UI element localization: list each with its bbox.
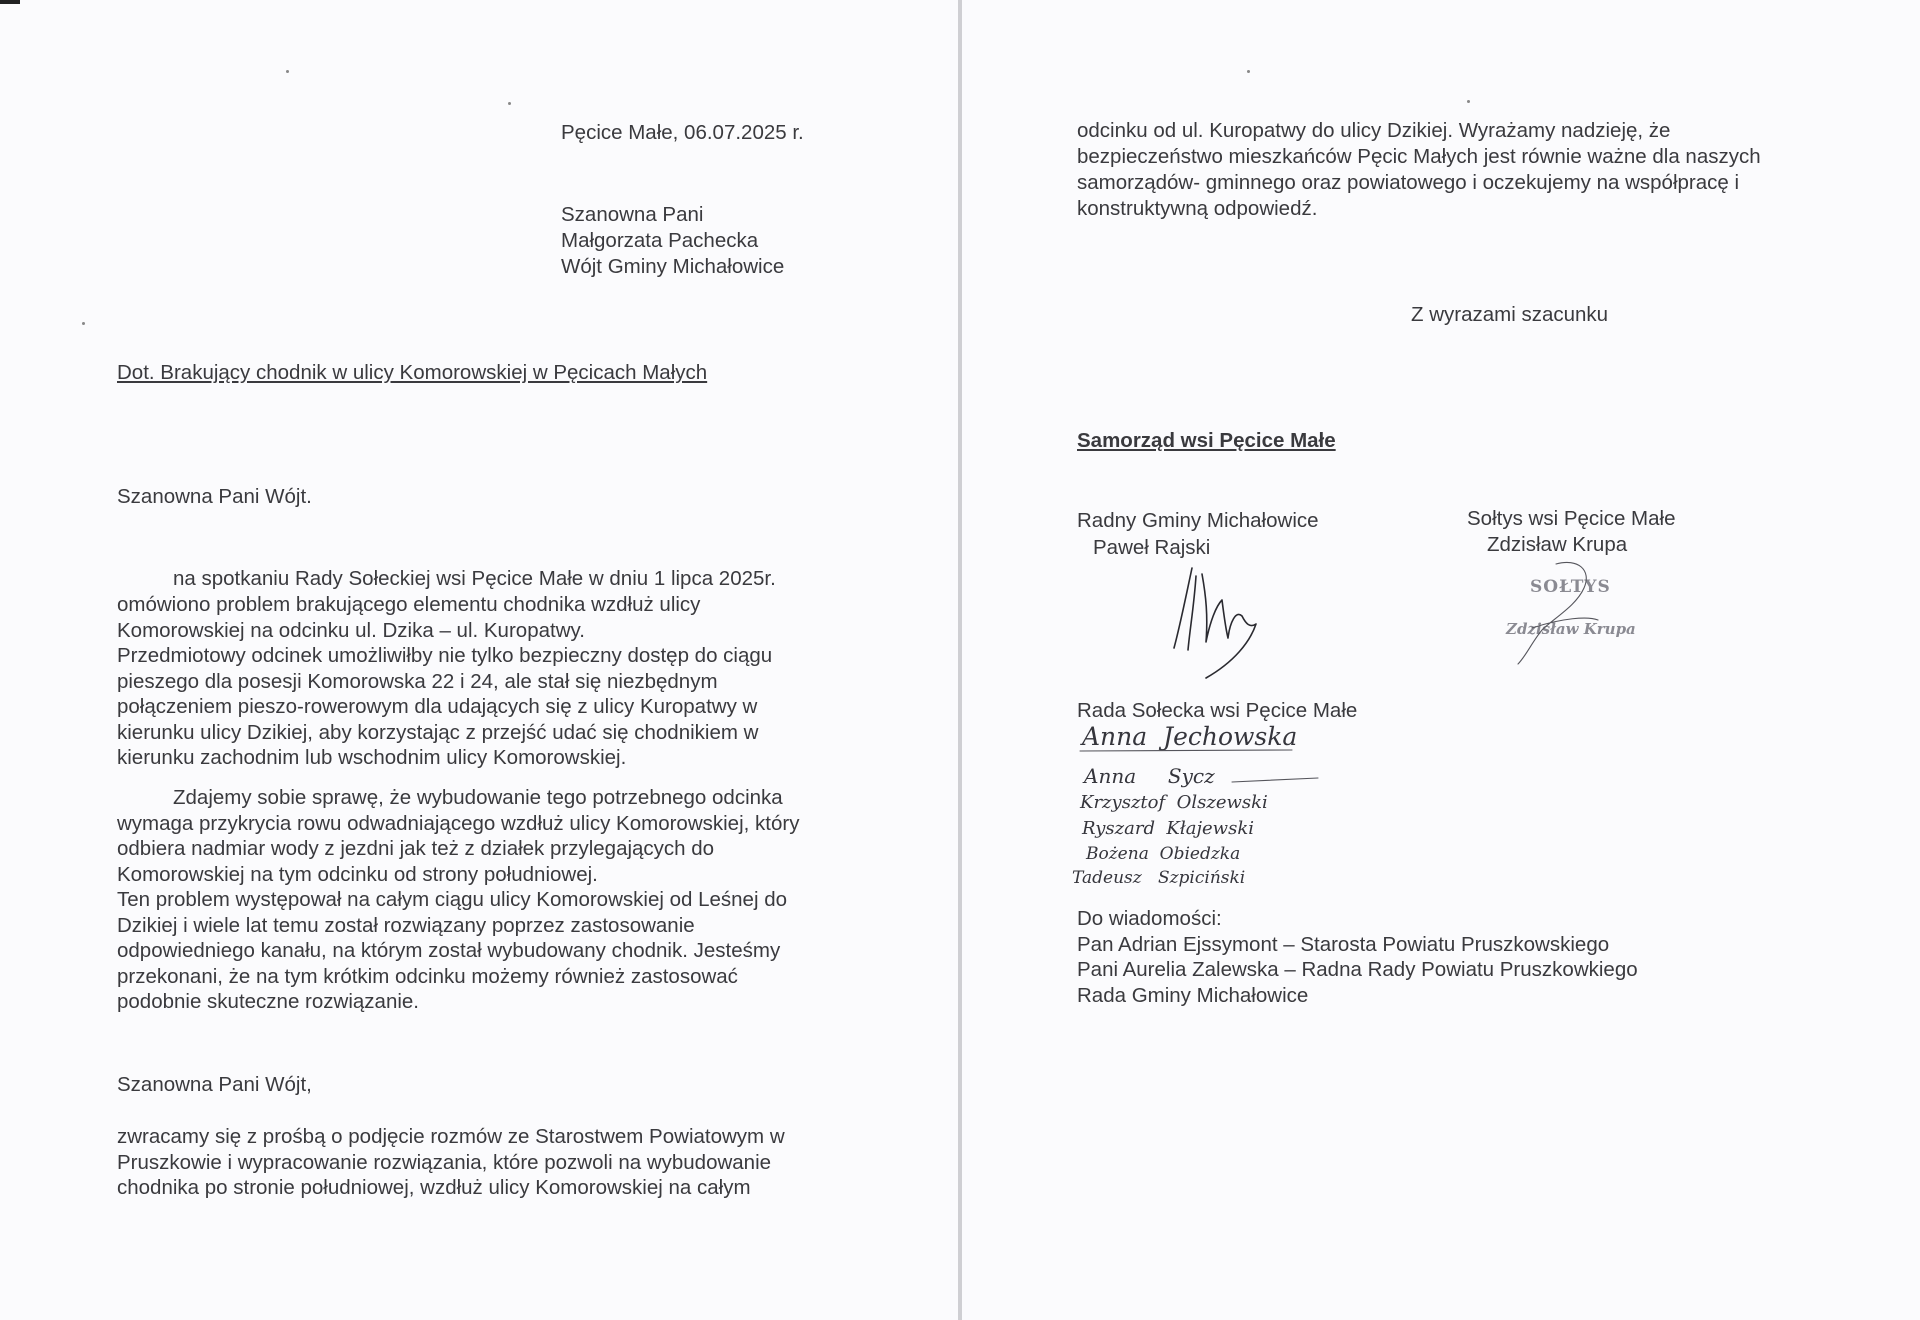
cc-item: Rada Gminy Michałowice bbox=[1077, 984, 1309, 1007]
paragraph-line: samorządów- gminnego oraz powiatowego i oczekujemy na współpracę i bbox=[1077, 171, 1740, 194]
paragraph-line: odpowiedniego kanału, na którym został wybudowany chodnik. Jesteśmy bbox=[117, 939, 781, 962]
paragraph-line: Przedmiotowy odcinek umożliwiłby nie tylko bezpieczny dostęp do ciągu bbox=[117, 644, 773, 667]
letter-page-1 bbox=[0, 0, 958, 1320]
addressee-line: Szanowna Pani bbox=[561, 203, 704, 226]
soltys-signature bbox=[1502, 558, 1612, 668]
scan-speck bbox=[1467, 100, 1470, 103]
signature-stroke bbox=[1232, 776, 1322, 786]
signatory-organization: Samorząd wsi Pęcice Małe bbox=[1077, 429, 1336, 452]
councillor-name: Paweł Rajski bbox=[1093, 536, 1211, 559]
paragraph-line: podobnie skuteczne rozwiązanie. bbox=[117, 990, 419, 1013]
addressee-line: Małgorzata Pachecka bbox=[561, 229, 759, 252]
paragraph-line: pieszego dla posesji Komorowska 22 i 24, ale stał się niezbędnym bbox=[117, 670, 718, 693]
paragraph-line: przekonani, że na tym krótkim odcinku możemy również zastosować bbox=[117, 965, 738, 988]
salutation: Szanowna Pani Wójt, bbox=[117, 1073, 312, 1096]
paragraph-line: zwracamy się z prośbą o podjęcie rozmów ze Starostwem Powiatowym w bbox=[117, 1125, 785, 1148]
paragraph-line: Dzikiej i wiele lat temu został rozwiązany poprzez zastosowanie bbox=[117, 914, 695, 937]
council-signature: Anna Sycz bbox=[1084, 764, 1215, 788]
paragraph-line: kierunku ulicy Dzikiej, aby korzystając z przejść udać się chodnikiem w bbox=[117, 721, 759, 744]
soltys-stamp-name: Zdzisław Krupa bbox=[1506, 620, 1636, 638]
closing-phrase: Z wyrazami szacunku bbox=[1411, 303, 1609, 326]
paragraph-line: Pruszkowie i wypracowanie rozwiązania, które pozwoli na wybudowanie bbox=[117, 1151, 772, 1174]
paragraph-line: wymaga przykrycia rowu odwadniającego wzdłuż ulicy Komorowskiej, który bbox=[117, 812, 800, 835]
paragraph-line: odcinku od ul. Kuropatwy do ulicy Dzikiej. Wyrażamy nadzieję, że bbox=[1077, 119, 1671, 142]
scan-speck bbox=[1247, 70, 1250, 73]
council-signature: Bożena Obiedzka bbox=[1086, 844, 1241, 864]
cc-item: Pan Adrian Ejssymont – Starosta Powiatu Pruszkowskiego bbox=[1077, 933, 1610, 956]
place-date: Pęcice Małe, 06.07.2025 r. bbox=[561, 121, 804, 144]
soltys-stamp-title: SOŁTYS bbox=[1530, 577, 1611, 597]
salutation: Szanowna Pani Wójt. bbox=[117, 485, 312, 508]
paragraph-line: Komorowskiej na tym odcinku od strony południowej. bbox=[117, 863, 598, 886]
paragraph-line: odbiera nadmiar wody z jezdni jak też z działek przylegających do bbox=[117, 837, 715, 860]
scan-speck bbox=[82, 322, 85, 325]
council-signature: Tadeusz Szpiciński bbox=[1072, 868, 1246, 888]
scan-speck bbox=[508, 102, 511, 105]
paragraph-line: omówiono problem brakującego elementu chodnika wzdłuż ulicy bbox=[117, 593, 701, 616]
council-signature: Anna Jechowska bbox=[1082, 722, 1298, 751]
paragraph-line: bezpieczeństwo mieszkańców Pęcic Małych jest równie ważne dla naszych bbox=[1077, 145, 1761, 168]
paragraph-line: kierunku zachodnim lub wschodnim ulicy Komorowskiej. bbox=[117, 746, 627, 769]
letter-page-2 bbox=[962, 0, 1920, 1320]
paragraph-line: Komorowskiej na odcinku ul. Dzika – ul. Kuropatwy. bbox=[117, 619, 585, 642]
council-signature: Ryszard Kłajewski bbox=[1082, 818, 1254, 839]
signature-underline bbox=[1080, 746, 1295, 756]
paragraph-line: Zdajemy sobie sprawę, że wybudowanie tego potrzebnego odcinka bbox=[173, 786, 783, 809]
paragraph-line: konstruktywną odpowiedź. bbox=[1077, 197, 1318, 220]
council-signature: Krzysztof Olszewski bbox=[1080, 792, 1268, 813]
addressee-line: Wójt Gminy Michałowice bbox=[561, 255, 785, 278]
paragraph-line: na spotkaniu Rady Sołeckiej wsi Pęcice Małe w dniu 1 lipca 2025r. bbox=[173, 567, 776, 590]
cc-item: Pani Aurelia Zalewska – Radna Rady Powiatu Pruszkowkiego bbox=[1077, 958, 1638, 981]
paragraph-line: chodnika po stronie południowej, wzdłuż ulicy Komorowskiej na całym bbox=[117, 1176, 751, 1199]
scan-edge-mark bbox=[0, 0, 20, 4]
soltys-role: Sołtys wsi Pęcice Małe bbox=[1467, 507, 1676, 530]
scan-speck bbox=[286, 70, 289, 73]
soltys-name: Zdzisław Krupa bbox=[1487, 533, 1628, 556]
paragraph-line: połączeniem pieszo-rowerowym dla udających się z ulicy Kuropatwy w bbox=[117, 695, 758, 718]
paragraph-line: Ten problem występował na całym ciągu ulicy Komorowskiej od Leśnej do bbox=[117, 888, 787, 911]
councillor-role: Radny Gminy Michałowice bbox=[1077, 509, 1319, 532]
subject-line: Dot. Brakujący chodnik w ulicy Komorowskiej w Pęcicach Małych bbox=[117, 361, 708, 384]
cc-title: Do wiadomości: bbox=[1077, 907, 1222, 930]
councillor-signature bbox=[1172, 566, 1292, 686]
council-title: Rada Sołecka wsi Pęcice Małe bbox=[1077, 699, 1358, 722]
